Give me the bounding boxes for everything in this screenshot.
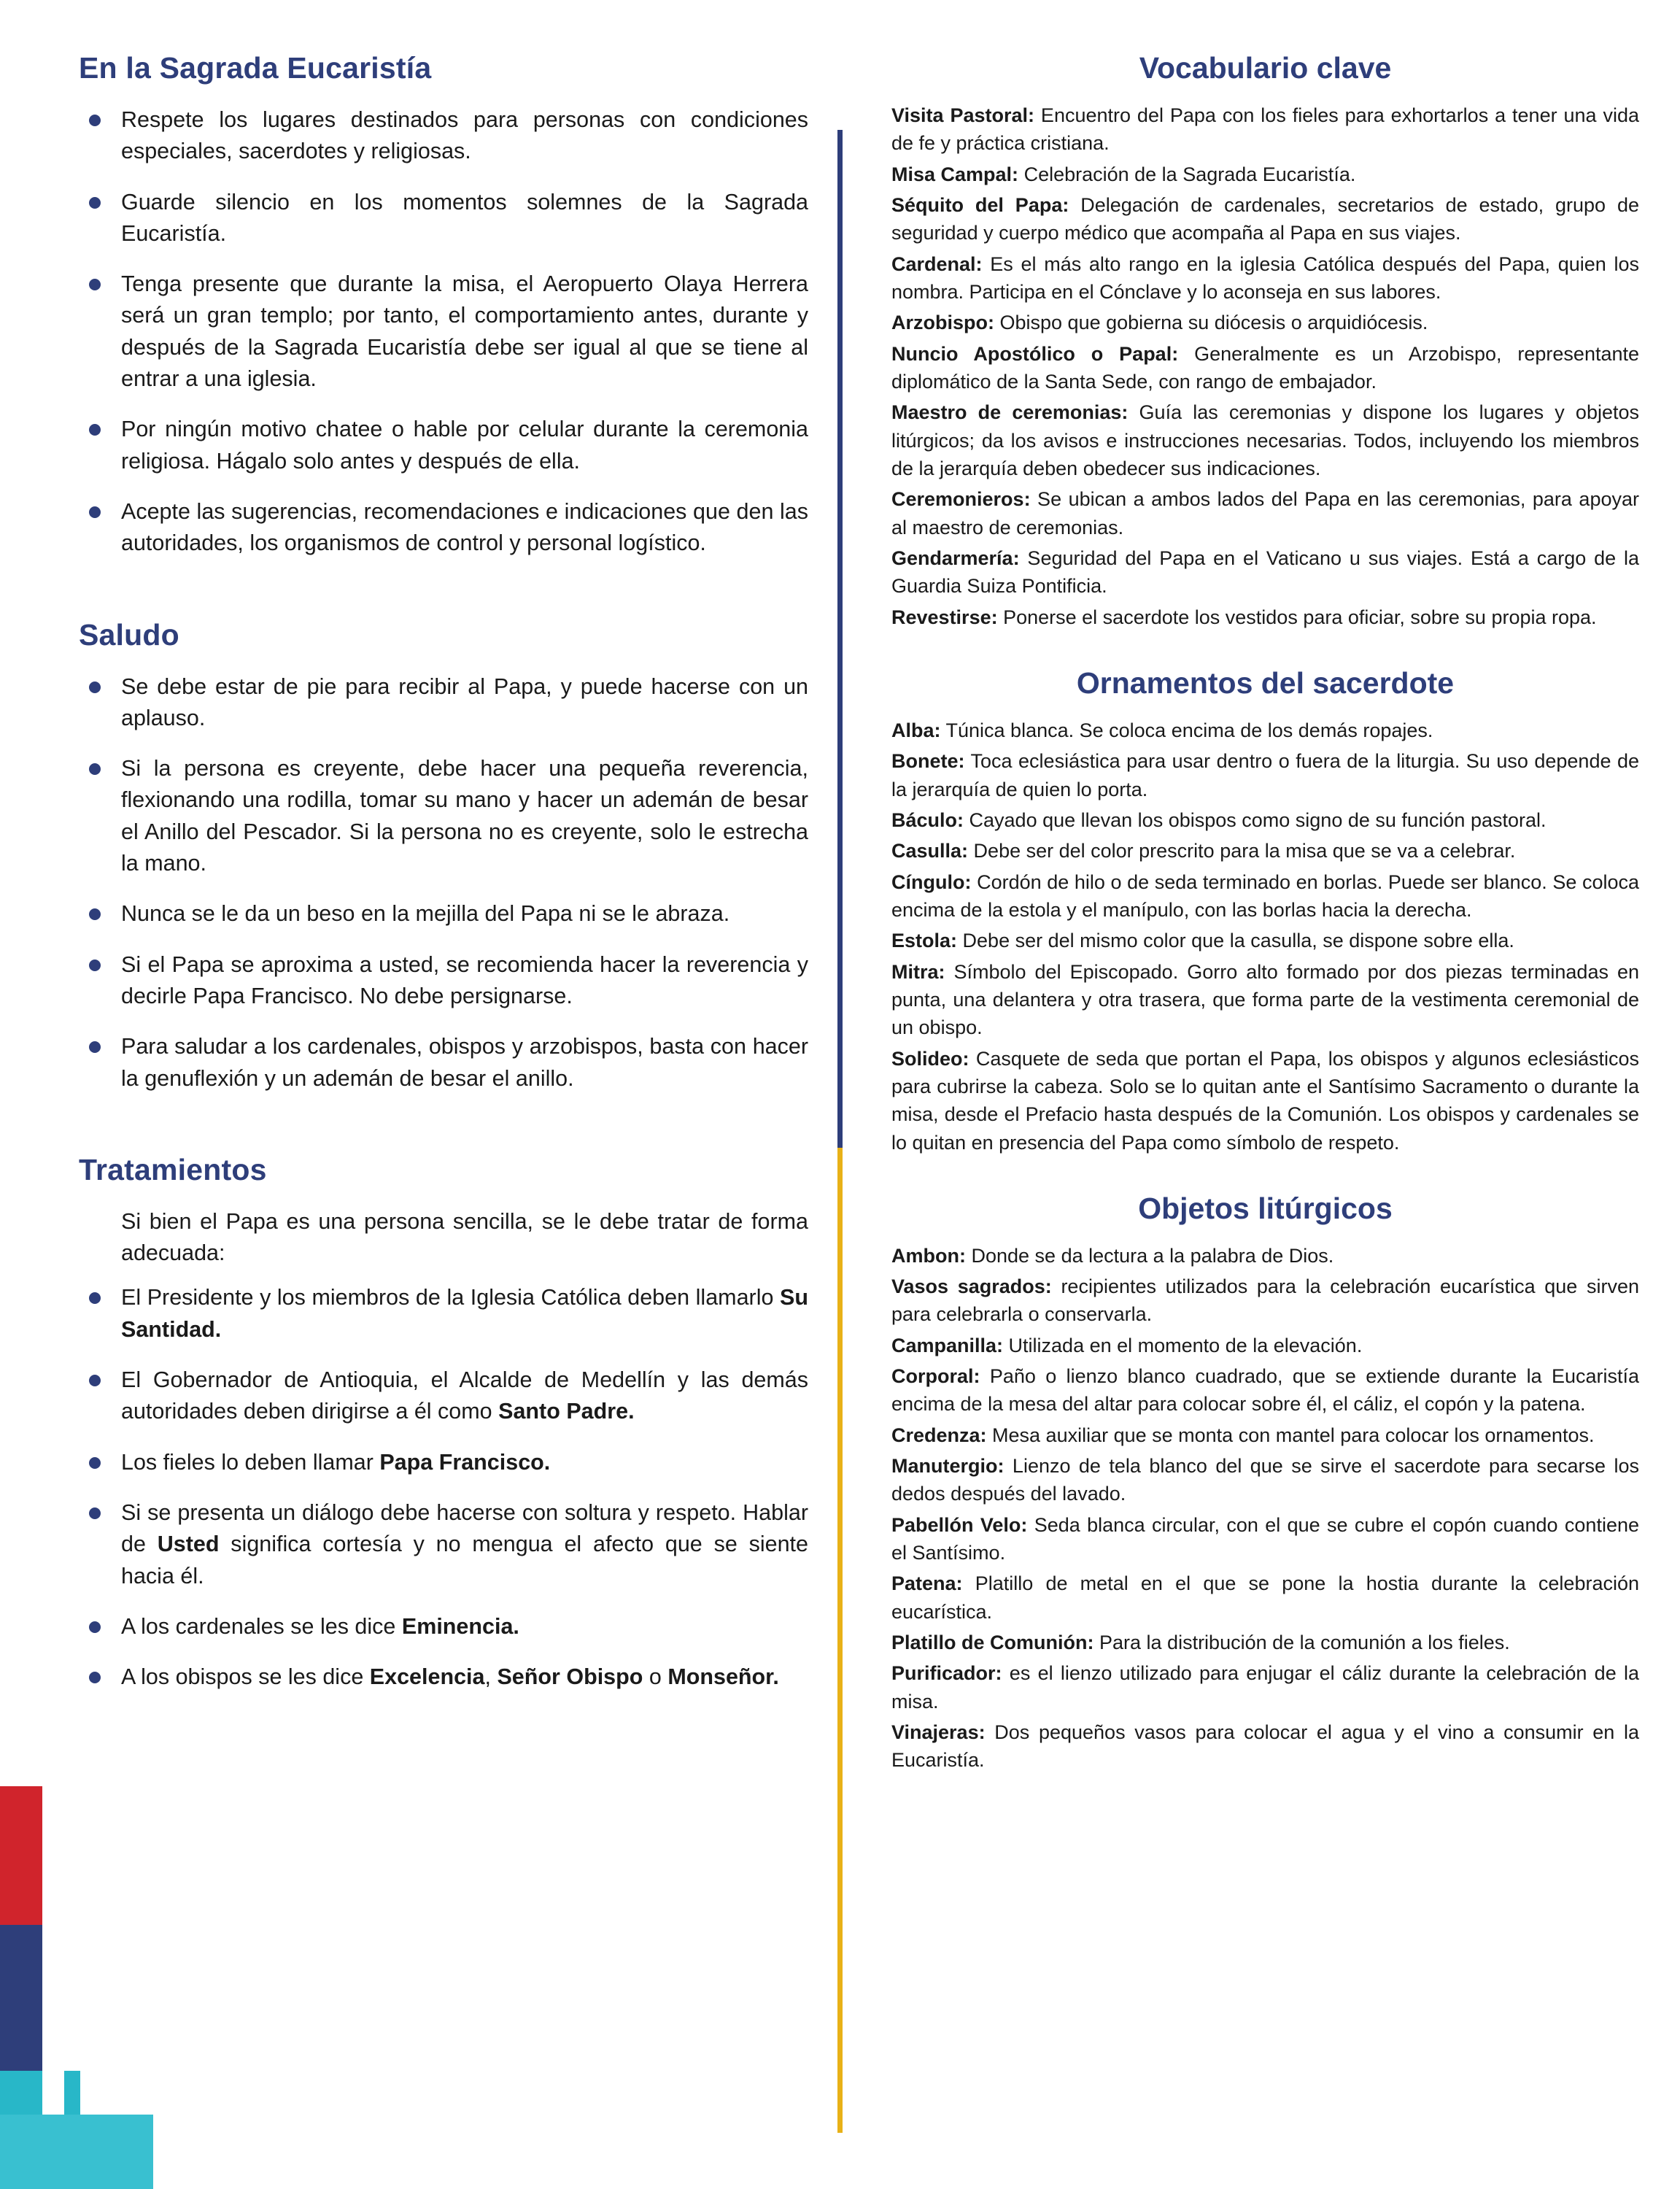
- glossary-ornamentos: [891, 717, 1639, 1157]
- glossary-entry: Revestirse: Ponerse el sacerdote los vestidos para oficiar, sobre su propia ropa.: [891, 606, 1597, 628]
- glossary-entry: Cíngulo: Cordón de hilo o de seda terminado en borlas. Puede ser blanco. Se coloca encima de la estola y el manípulo, con las borlas hacia la derecha.: [891, 870, 1639, 921]
- glossary-entry: Maestro de ceremonias: Guía las ceremonias y dispone los lugares y objetos litúrgicos; da los avisos e instrucciones necesarias. Todos, incluyendo los miembros de la jerarquía deben obedecer sus indicaciones.: [891, 401, 1639, 479]
- section-title-saludo: Saludo: [79, 617, 179, 652]
- list-item: Por ningún motivo chatee o hable por celular durante la ceremonia religiosa. Hágalo solo antes y después de ella.: [79, 414, 808, 477]
- glossary-entry: Gendarmería: Seguridad del Papa en el Vaticano u sus viajes. Está a cargo de la Guardia Suiza Pontificia.: [891, 547, 1639, 598]
- glossary-vocabulario: [891, 101, 1639, 631]
- glossary-entry: Purificador: es el lienzo utilizado para enjugar el cáliz durante la celebración de la misa.: [891, 1662, 1639, 1713]
- glossary-entry: Séquito del Papa: Delegación de cardenales, secretarios de estado, grupo de seguridad y cuerpo médico que acompaña al Papa en sus viajes.: [891, 193, 1639, 244]
- section-title-vocabulario: Vocabulario clave: [1139, 51, 1392, 85]
- glossary-entry: Báculo: Cayado que llevan los obispos como signo de su función pastoral.: [891, 808, 1547, 831]
- glossary-entry: Nuncio Apostólico o Papal: Generalmente es un Arzobispo, representante diplomático de la Santa Sede, con rango de embajador.: [891, 342, 1640, 393]
- glossary-entry: Manutergio: Lienzo de tela blanco del que se sirve el sacerdote para secarse los dedos después del lavado.: [891, 1455, 1639, 1505]
- list-intro: Si bien el Papa es una persona sencilla, se le debe tratar de forma adecuada:: [121, 1208, 808, 1266]
- glossary-entry: Misa Campal: Celebración de la Sagrada Eucaristía.: [891, 163, 1356, 185]
- glossary-objetos: [891, 1242, 1639, 1775]
- section-title-tratamientos: Tratamientos: [79, 1152, 267, 1186]
- list-item: El Presidente y los miembros de la Iglesia Católica deben llamarlo Su Santidad.: [79, 1282, 808, 1346]
- list-item: Acepte las sugerencias, recomendaciones e indicaciones que den las autoridades, los organismos de control y personal logístico.: [79, 496, 808, 560]
- center-divider-navy: [837, 130, 843, 1148]
- glossary-entry: Alba: Túnica blanca. Se coloca encima de los demás ropajes.: [891, 719, 1433, 741]
- list-item: A los cardenales se les dice Eminencia.: [79, 1611, 808, 1642]
- glossary-entry: Estola: Debe ser del mismo color que la casulla, se dispone sobre ella.: [891, 930, 1514, 952]
- glossary-entry: Vinajeras: Dos pequeños vasos para colocar el agua y el vino a consumir en la Eucaristía.: [891, 1721, 1639, 1772]
- glossary-entry: Campanilla: Utilizada en el momento de la elevación.: [891, 1334, 1363, 1356]
- right-column: [891, 51, 1639, 1777]
- glossary-entry: Vasos sagrados: recipientes utilizados para la celebración eucarística que sirven para celebrarla o conservarla.: [891, 1275, 1639, 1326]
- list-item: Se debe estar de pie para recibir al Papa, y puede hacerse con un aplauso.: [79, 671, 808, 735]
- list-item: Si el Papa se aproxima a usted, se recomienda hacer la reverencia y decirle Papa Francisco. No debe persignarse.: [79, 949, 808, 1013]
- glossary-entry: Ceremonieros: Se ubican a ambos lados del Papa en las ceremonias, para apoyar al maestro de ceremonias.: [891, 488, 1639, 538]
- decor-edge-navy: [0, 1925, 42, 2071]
- list-item: Para saludar a los cardenales, obispos y arzobispos, basta con hacer la genuflexión y un ademán de besar el anillo.: [79, 1031, 808, 1094]
- glossary-entry: Platillo de Comunión: Para la distribución de la comunión a los fieles.: [891, 1632, 1510, 1654]
- left-column: [79, 51, 808, 1712]
- glossary-entry: Patena: Platillo de metal en el que se pone la hostia durante la celebración eucarística.: [891, 1572, 1639, 1623]
- glossary-entry: Corporal: Paño o lienzo blanco cuadrado, que se extiende durante la Eucaristía encima de la mesa del altar para colocar sobre él, el cáliz, el copón y la patena.: [891, 1365, 1639, 1416]
- glossary-entry: Solideo: Casquete de seda que portan el Papa, los obispos y algunos eclesiásticos para cubrirse la cabeza. Solo se lo quitan ante el Santísimo Sacramento o durante la misa, desde el Prefacio hasta después de la Comunión. Los obispos y cardenales se lo quitan en presencia del Papa como símbolo de respeto.: [891, 1047, 1639, 1154]
- decor-edge-red: [0, 1786, 42, 1925]
- spacer: [891, 634, 1639, 666]
- glossary-entry: Bonete: Toca eclesiástica para usar dentro o fuera de la liturgia. Su uso depende de la jerarquía de quien lo porta.: [891, 750, 1639, 800]
- center-divider-gold: [837, 1148, 843, 2133]
- spacer: [79, 1113, 808, 1153]
- glossary-entry: Casulla: Debe ser del color prescrito para la misa que se va a celebrar.: [891, 840, 1516, 862]
- section-title-eucaristia: En la Sagrada Eucaristía: [79, 51, 432, 85]
- decor-edge-notch: [42, 2071, 64, 2115]
- list-item: El Gobernador de Antioquia, el Alcalde de Medellín y las demás autoridades deben dirigirse a él como Santo Padre.: [79, 1364, 808, 1428]
- list-item: Si la persona es creyente, debe hacer una pequeña reverencia, flexionando una rodilla, tomar su mano y hacer un ademán de besar el Anillo del Pescador. Si la persona no es creyente, solo le estrecha la mano.: [79, 753, 808, 879]
- glossary-entry: Mitra: Símbolo del Episcopado. Gorro alto formado por dos piezas terminadas en punta, una delantera y otra trasera, que forma parte de la vestimenta ceremonial de un obispo.: [891, 960, 1639, 1039]
- list-item: Tenga presente que durante la misa, el Aeropuerto Olaya Herrera será un gran templo; por tanto, el comportamiento antes, durante y después de la Sagrada Eucaristía debe ser igual al que se tiene al entrar a una iglesia.: [79, 269, 808, 395]
- decor-edge-teal: [0, 2071, 80, 2115]
- list-saludo: [79, 671, 808, 1094]
- list-item: A los obispos se les dice Excelencia, Señor Obispo o Monseñor.: [79, 1661, 808, 1693]
- list-eucaristia: [79, 104, 808, 560]
- section-title-ornamentos: Ornamentos del sacerdote: [1076, 665, 1455, 700]
- list-item: Los fieles lo deben llamar Papa Francisco.: [79, 1447, 808, 1478]
- glossary-entry: Arzobispo: Obispo que gobierna su diócesis o arquidiócesis.: [891, 312, 1428, 334]
- spacer: [891, 1159, 1639, 1192]
- list-item: Nunca se le da un beso en la mejilla del Papa ni se le abraza.: [79, 898, 808, 930]
- glossary-entry: Cardenal: Es el más alto rango en la iglesia Católica después del Papa, quien los nombra. Participa en el Cónclave y lo aconseja en sus labores.: [891, 252, 1639, 303]
- spacer: [79, 579, 808, 618]
- list-item: Respete los lugares destinados para personas con condiciones especiales, sacerdotes y religiosas.: [79, 104, 808, 168]
- list-item: Si se presenta un diálogo debe hacerse con soltura y respeto. Hablar de Usted significa cortesía y no mengua el afecto que se siente hacia él.: [79, 1497, 808, 1592]
- list-item: Guarde silencio en los momentos solemnes de la Sagrada Eucaristía.: [79, 187, 808, 250]
- glossary-entry: Ambon: Donde se da lectura a la palabra de Dios.: [891, 1244, 1334, 1267]
- glossary-entry: Visita Pastoral: Encuentro del Papa con los fieles para exhortarlos a tener una vida de fe y práctica cristiana.: [891, 104, 1639, 155]
- glossary-entry: Credenza: Mesa auxiliar que se monta con mantel para colocar los ornamentos.: [891, 1424, 1595, 1446]
- section-title-objetos: Objetos litúrgicos: [1138, 1191, 1393, 1225]
- list-tratamientos: [79, 1206, 808, 1694]
- decor-edge-teal-lower: [0, 2115, 153, 2189]
- glossary-entry: Pabellón Velo: Seda blanca circular, con el que se cubre el copón cuando contiene el Santísimo.: [891, 1513, 1639, 1564]
